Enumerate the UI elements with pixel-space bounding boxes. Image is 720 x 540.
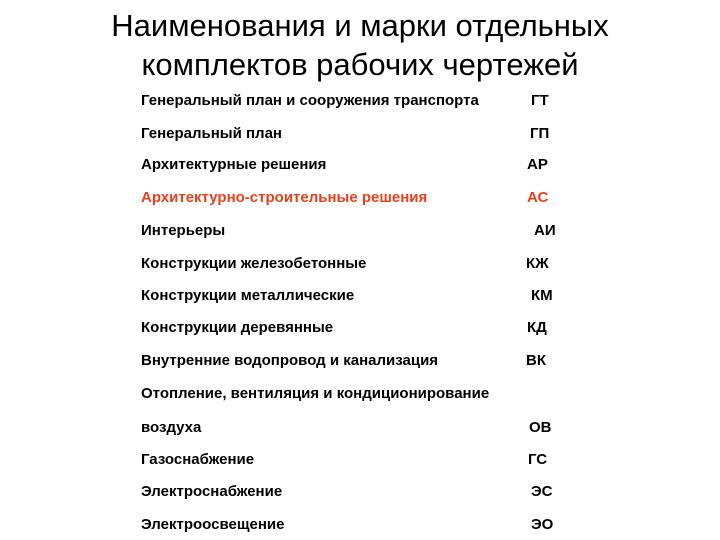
list-item: [141, 220, 581, 242]
set-name: Внутренние водопровод и канализация: [141, 352, 439, 369]
set-name: Конструкции деревянные: [141, 319, 334, 336]
list-item: [141, 317, 581, 339]
set-code: КМ: [531, 287, 553, 304]
set-name: Газоснабжение: [141, 451, 255, 468]
set-name: Генеральный план: [141, 125, 282, 142]
set-name: Архитектурные решения: [141, 156, 327, 173]
list-item: [141, 123, 581, 145]
set-name: воздуха: [141, 419, 202, 436]
list-item: [141, 481, 581, 503]
list-item: [141, 90, 581, 112]
set-code: ЭС: [531, 483, 553, 500]
list-item: [141, 350, 581, 372]
set-code: ГС: [528, 451, 548, 468]
set-name: Архитектурно-строительные решения: [141, 189, 428, 206]
list-item: [141, 383, 581, 405]
set-name: Отопление, вентиляция и кондиционирование: [141, 385, 490, 402]
set-code: АС: [527, 189, 549, 206]
set-code: АР: [527, 156, 548, 173]
set-code: ОВ: [529, 419, 552, 436]
set-code: КЖ: [526, 255, 549, 272]
set-name: Генеральный план и сооружения транспорта: [141, 92, 479, 109]
list-item: [141, 154, 581, 176]
set-code: ГП: [530, 125, 550, 142]
set-name: Электроснабжение: [141, 483, 283, 500]
set-name: Интерьеры: [141, 222, 226, 239]
set-code: ЭО: [531, 516, 554, 533]
set-name: Конструкции металлические: [141, 287, 355, 304]
list-item: [141, 285, 581, 307]
list-item-highlighted: [141, 187, 581, 209]
title-line-2: комплектов рабочих чертежей: [141, 47, 579, 82]
list-item: [141, 417, 581, 439]
list-item: [141, 253, 581, 275]
list-item: [141, 449, 581, 471]
set-code: ГТ: [531, 92, 549, 109]
title-line-1: Наименования и марки отдельных: [111, 8, 609, 43]
set-code: ВК: [526, 352, 546, 369]
set-code: АИ: [534, 222, 556, 239]
list-item: [141, 514, 581, 536]
page-title: [0, 6, 720, 84]
set-name: Конструкции железобетонные: [141, 255, 367, 272]
set-code: КД: [527, 319, 547, 336]
set-name: Электроосвещение: [141, 516, 285, 533]
